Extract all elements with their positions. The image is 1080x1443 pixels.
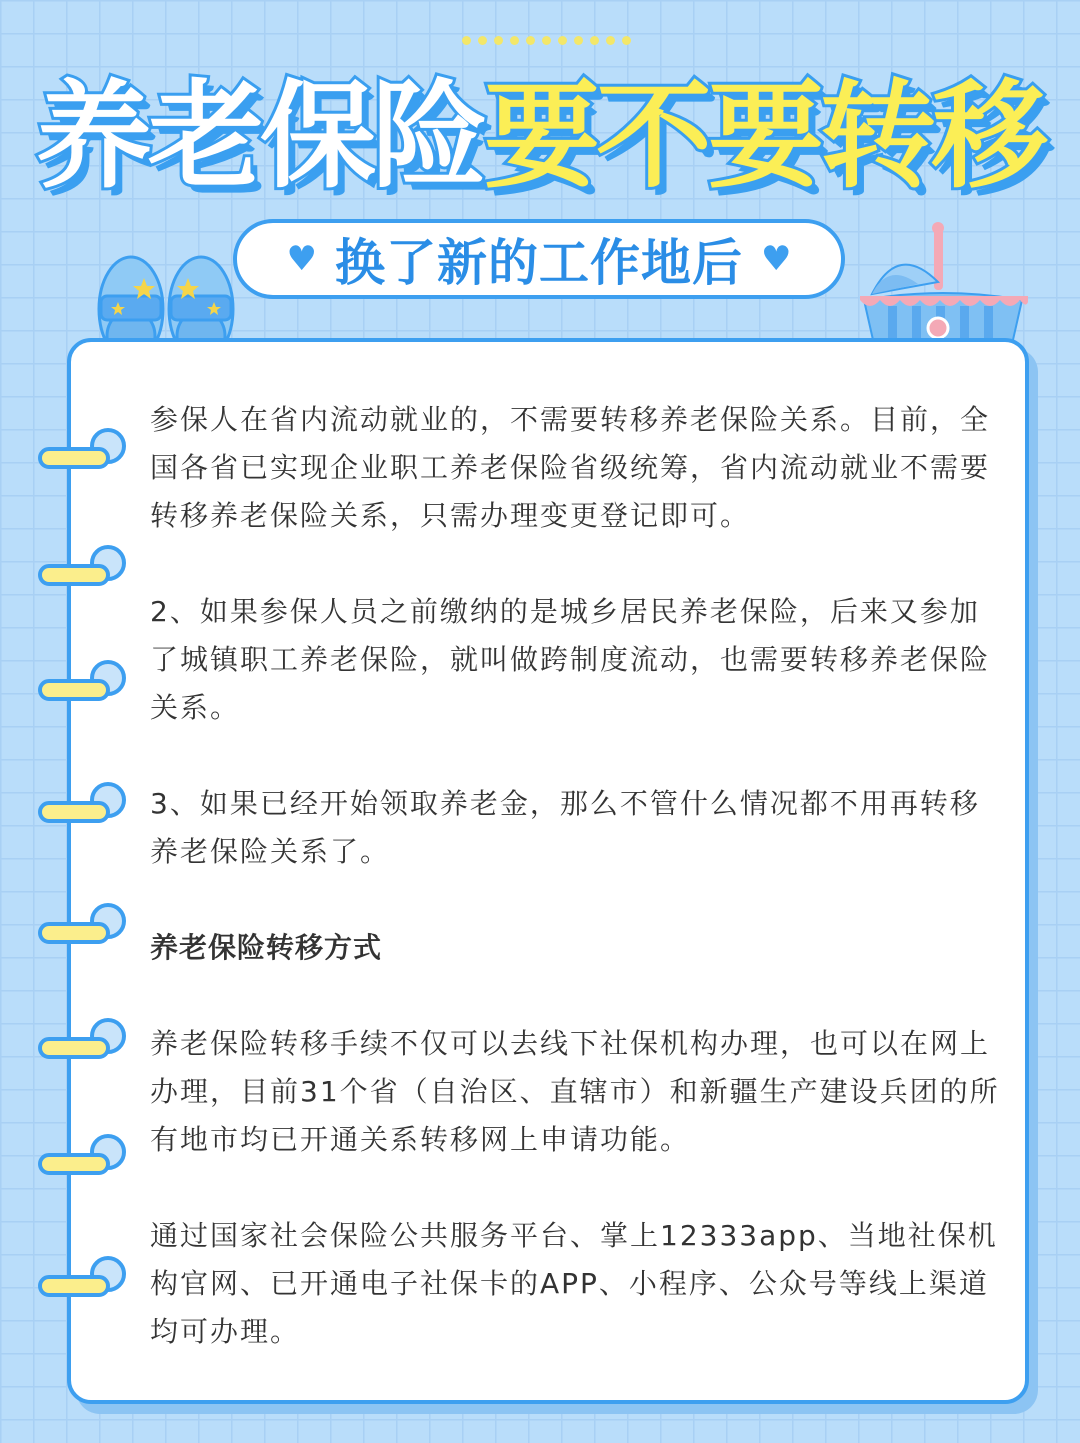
page-title xyxy=(0,62,1080,212)
title-part-1: 养老保险 xyxy=(36,69,484,204)
binder-ring xyxy=(38,660,130,704)
binder-ring xyxy=(38,903,130,947)
binder-ring xyxy=(38,782,130,826)
binder-ring xyxy=(38,1018,130,1062)
paragraph-1: 参保人在省内流动就业的，不需要转移养老保险关系。目前，全国各省已实现企业职工养老保险省级统筹，省内流动就业不需要转移养老保险关系，只需办理变更登记即可。 xyxy=(150,403,991,532)
heart-icon: ♥ xyxy=(286,239,317,279)
binder-ring xyxy=(38,1134,130,1178)
section-heading: 养老保险转移方式 xyxy=(150,931,383,964)
binder-ring xyxy=(38,545,130,589)
subtitle-pill xyxy=(233,219,845,299)
paragraph-5: 通过国家社会保险公共服务平台、掌上12333app、当地社保机构官网、已开通电子社保卡的APP、小程序、公众号等线上渠道均可办理。 xyxy=(150,1219,998,1348)
article-body xyxy=(150,396,1000,1404)
paragraph-3: 3、如果已经开始领取养老金，那么不管什么情况都不用再转移养老保险关系了。 xyxy=(150,787,980,868)
paragraph-2: 2、如果参保人员之前缴纳的是城乡居民养老保险，后来又参加了城镇职工养老保险，就叫做跨制度流动，也需要转移养老保险关系。 xyxy=(150,595,991,724)
binder-ring xyxy=(38,428,130,472)
title-part-2: 要不要转移 xyxy=(484,69,1044,204)
binder-ring xyxy=(38,1256,130,1300)
heart-icon: ♥ xyxy=(761,239,792,279)
decorative-dots xyxy=(462,36,631,45)
paragraph-4: 养老保险转移手续不仅可以去线下社保机构办理，也可以在网上办理，目前31个省（自治区、直辖市）和新疆生产建设兵团的所有地市均已开通关系转移网上申请功能。 xyxy=(150,1027,1000,1156)
subtitle: 换了新的工作地后 xyxy=(335,234,743,292)
